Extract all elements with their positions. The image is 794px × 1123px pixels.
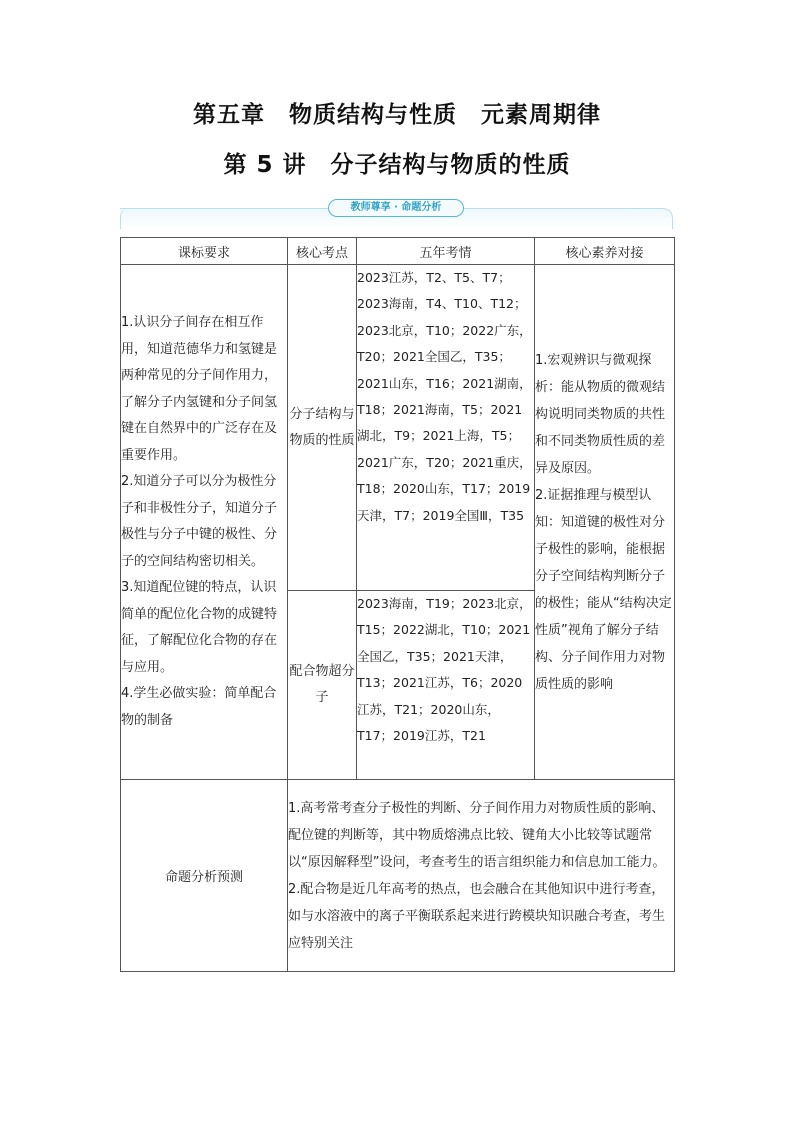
banner-label: 教师尊享 · 命题分析 <box>328 199 464 217</box>
competency-cell <box>535 265 675 780</box>
standard-item: 1.认识分子间存在相互作用，知道范德华力和氢键是两种常见的分子间作用力，了解分子内氢键和分子间氢键在自然界中的广泛存在及重要作用。 <box>121 315 278 463</box>
prediction-label: 命题分析预测 <box>121 780 288 972</box>
prediction-cell <box>288 780 675 972</box>
banner-left-curve <box>120 209 129 229</box>
core-topic-cell: 配合物超分子 <box>288 591 357 780</box>
analysis-table <box>120 237 675 972</box>
chapter-title: 第五章 物质结构与性质 元素周期律 <box>193 102 601 128</box>
standards-cell <box>121 265 288 780</box>
exam-history-cell: 2023江苏，T2、T5、T7；2023海南，T4、T10、T12；2023北京，T10；2022广东，T20；2021全国乙，T35；2021山东，T16；2021湖南，T18；2021海南，T5；2021湖北，T9；2021上海，T5；2021广东，T20；2021重庆，T18；2020山东，T17；2019天津，T7；2019全国Ⅲ，T35 <box>357 265 535 591</box>
core-topic-cell: 分子结构与物质的性质 <box>288 265 357 591</box>
header-competency: 核心素养对接 <box>535 238 675 265</box>
standard-item: 3.知道配位键的特点，认识简单的配位化合物的成键特征，了解配位化合物的存在与应用。 <box>121 580 278 675</box>
prediction-item: 2.配合物是近几年高考的热点，也会融合在其他知识中进行考查，如与水溶液中的离子平衡联系起来进行跨模块知识融合考查，考生应特别关注 <box>288 881 666 951</box>
header-standards: 课标要求 <box>121 238 288 265</box>
exam-history-cell: 2023海南，T19；2023北京，T15；2022湖北，T10；2021全国乙，T35；2021天津，T13；2021江苏，T6；2020江苏，T21；2020山东，T17；2019江苏，T21 <box>357 591 535 780</box>
header-exams: 五年考情 <box>357 238 535 265</box>
lesson-title: 第 5 讲 分子结构与物质的性质 <box>223 152 571 178</box>
header-core: 核心考点 <box>288 238 357 265</box>
competency-item: 1.宏观辨识与微观探析：能从物质的微观结构说明同类物质的共性和不同类物质性质的差异及原因。 <box>535 352 666 476</box>
standard-item: 4.学生必做实验：简单配合物的制备 <box>121 686 277 728</box>
table-row <box>121 265 675 591</box>
prediction-item: 1.高考常考查分子极性的判断、分子间作用力对物质性质的影响、配位键的判断等，其中物质熔沸点比较、键角大小比较等试题常以“原因解释型”设问，考查考生的语言组织能力和信息加工能力。 <box>288 800 666 870</box>
prediction-row <box>121 780 675 972</box>
header-row <box>121 238 675 265</box>
competency-item: 2.证据推理与模型认知：知道键的极性对分子极性的影响，能根据分子空间结构判断分子的极性；能从“结构决定性质”视角了解分子结构、分子间作用力对物质性质的影响 <box>535 487 672 692</box>
standard-item: 2.知道分子可以分为极性分子和非极性分子，知道分子极性与分子中键的极性、分子的空间结构密切相关。 <box>121 474 278 569</box>
